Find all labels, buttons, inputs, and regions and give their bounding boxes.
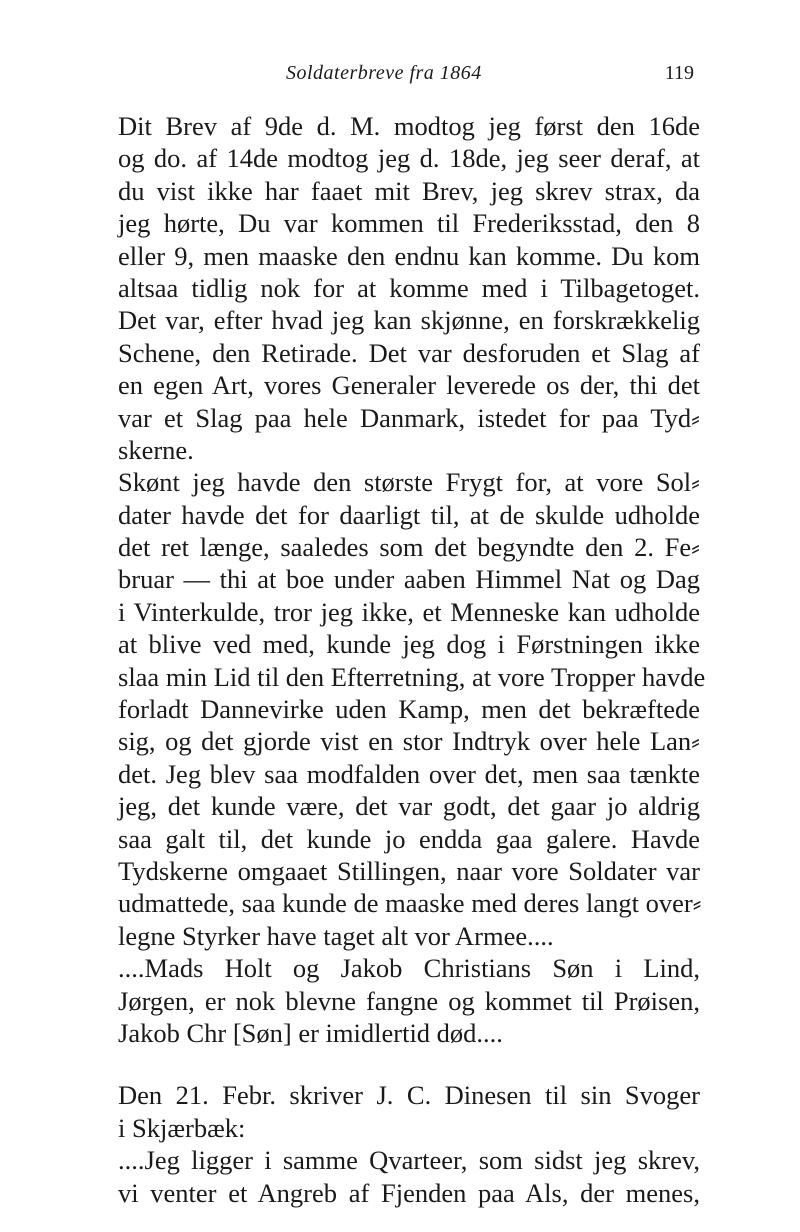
text-line: legne Styrker have taget alt vor Armee.... bbox=[118, 920, 554, 951]
text-line: sig, og det gjorde vist en stor Indtryk over hele Lan⸗ bbox=[118, 726, 700, 757]
text-line: og do. af 14de modtog jeg d. 18de, jeg seer deraf, at bbox=[118, 143, 700, 174]
text-line: slaa min Lid til den Efterretning, at vore Tropper havde bbox=[118, 661, 706, 692]
text-line: du vist ikke har faaet mit Brev, jeg skrev strax, da bbox=[118, 175, 700, 206]
text-line: at blive ved med, kunde jeg dog i Førstningen ikke bbox=[118, 629, 700, 660]
text-line: det ret længe, saaledes som det begyndte den 2. Fe⸗ bbox=[118, 532, 700, 563]
text-line: Jakob Chr [Søn] er imidlertid død.... bbox=[118, 1017, 503, 1048]
text-line: Det var, efter hvad jeg kan skjønne, en forskrækkelig bbox=[118, 305, 700, 336]
section-gap bbox=[118, 1049, 700, 1079]
text-line: ....Mads Holt og Jakob Christians Søn i Lind, bbox=[118, 953, 700, 984]
text-line: var et Slag paa hele Danmark, istedet for paa Tyd⸗ bbox=[118, 402, 700, 433]
second-letter-excerpt bbox=[118, 1079, 700, 1209]
text-line: Schene, den Retirade. Det var desforuden et Slag af bbox=[118, 337, 700, 368]
text-line: forladt Dannevirke uden Kamp, men det bekræftede bbox=[118, 694, 700, 725]
text-line: Den 21. Febr. skriver J. C. Dinesen til sin Svoger bbox=[118, 1080, 700, 1111]
text-line: bruar — thi at boe under aaben Himmel Nat og Dag bbox=[118, 564, 700, 595]
text-line: Jørgen, er nok blevne fangne og kommet til Prøisen, bbox=[118, 985, 700, 1016]
body-text bbox=[118, 110, 706, 1209]
text-line: udmattede, saa kunde de maaske med deres langt over⸗ bbox=[118, 888, 702, 919]
text-line: dater havde det for daarligt til, at de skulde udholde bbox=[118, 499, 700, 530]
text-line: eller 9, men maaske den endnu kan komme. Du kom bbox=[118, 240, 700, 271]
text-line: jeg, det kunde være, det var godt, det gaar jo aldrig bbox=[118, 791, 700, 822]
text-line: det. Jeg blev saa modfalden over det, men saa tænkte bbox=[118, 758, 700, 789]
text-line: Dit Brev af 9de d. M. modtog jeg først den 16de bbox=[118, 111, 700, 141]
text-line: Tydskerne omgaaet Stillingen, naar vore Soldater var bbox=[118, 855, 700, 886]
page-number: 119 bbox=[664, 62, 694, 84]
text-line: jeg hørte, Du var kommen til Frederiksstad, den 8 bbox=[118, 208, 700, 239]
text-line: Skønt jeg havde den største Frygt for, at vore Sol⸗ bbox=[118, 467, 700, 498]
text-line: i Skjærbæk: bbox=[118, 1112, 246, 1143]
running-head bbox=[118, 62, 698, 92]
text-line: skerne. bbox=[118, 434, 194, 465]
text-line: altsaa tidlig nok for at komme med i Tilbagetoget. bbox=[118, 272, 700, 303]
text-line: saa galt til, det kunde jo endda gaa galere. Havde bbox=[118, 823, 700, 854]
running-title: Soldaterbreve fra 1864 bbox=[286, 62, 482, 84]
text-line: vi venter et Angreb af Fjenden paa Als, der menes, bbox=[118, 1177, 700, 1208]
letter-excerpt bbox=[118, 110, 706, 1049]
text-line: ....Jeg ligger i samme Qvarteer, som sidst jeg skrev, bbox=[118, 1145, 700, 1176]
text-line: i Vinterkulde, tror jeg ikke, et Menneske kan udholde bbox=[118, 596, 700, 627]
text-line: en egen Art, vores Generaler leverede os der, thi det bbox=[118, 370, 700, 401]
